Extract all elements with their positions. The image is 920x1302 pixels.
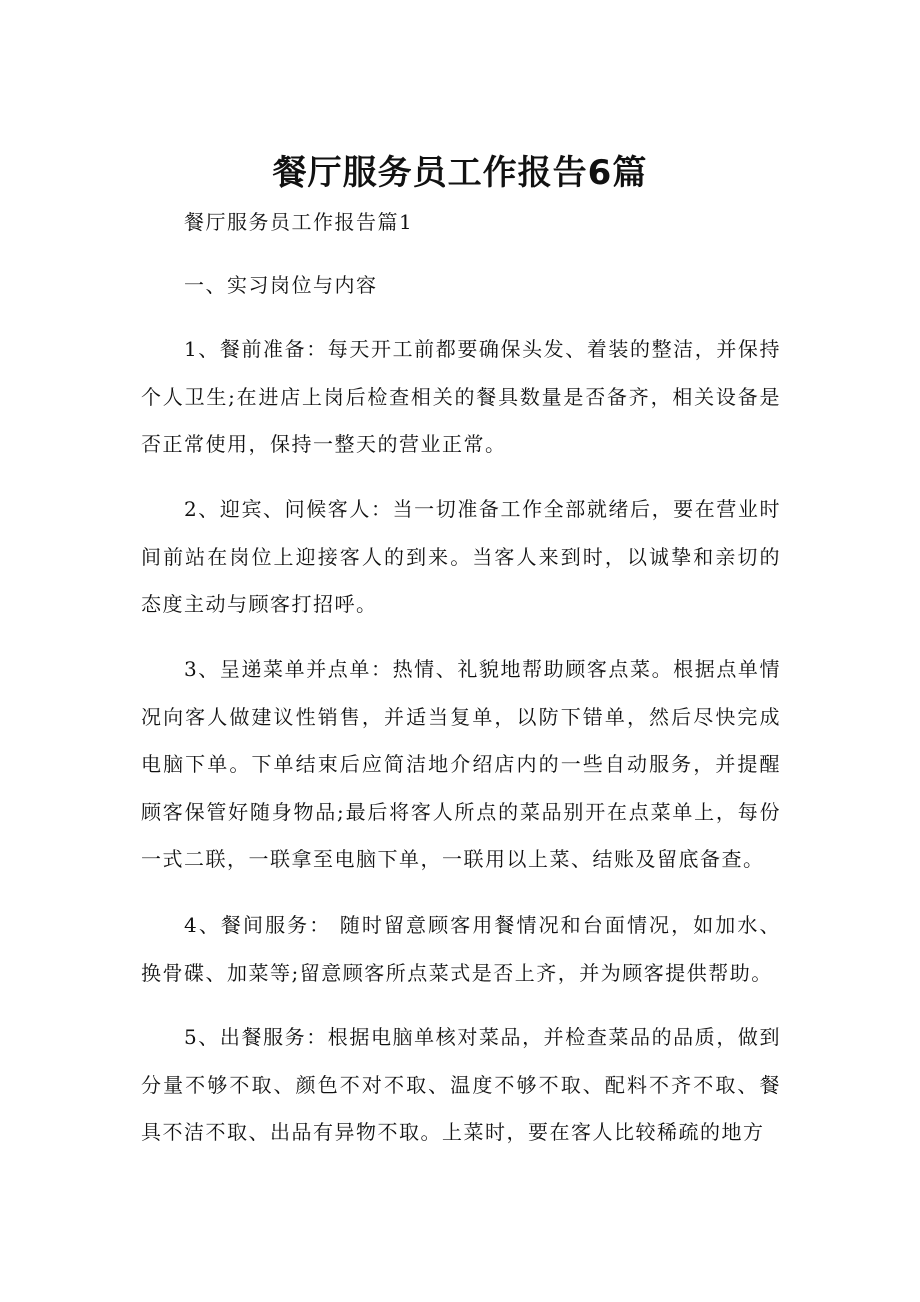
report-subtitle: 餐厅服务员工作报告篇1 xyxy=(184,210,414,234)
document-title: 餐厅服务员工作报告6篇 xyxy=(272,153,648,193)
paragraph-greeting-guests: 2、迎宾、问候客人：当一切准备工作全部就绪后，要在营业时间前站在岗位上迎接客人的到来。当客人来到时，以诚挚和亲切的态度主动与顾客打招呼。 xyxy=(141,497,781,616)
paragraph-dining-service: 4、餐间服务： 随时留意顾客用餐情况和台面情况，如加水、换骨碟、加菜等;留意顾客所点菜式是否上齐，并为顾客提供帮助。 xyxy=(141,913,781,985)
paragraph-meal-preparation: 1、餐前准备：每天开工前都要确保头发、着装的整洁，并保持个人卫生;在进店上岗后检查相关的餐具数量是否备齐，相关设备是否正常使用，保持一整天的营业正常。 xyxy=(141,337,781,456)
paragraph-menu-ordering: 3、呈递菜单并点单：热情、礼貌地帮助顾客点菜。根据点单情况向客人做建议性销售，并适当复单，以防下错单，然后尽快完成电脑下单。下单结束后应简洁地介绍店内的一些自动服务，并提醒顾客保管好随身物品;最后将客人所点的菜品别开在点菜单上，每份一式二联，一联拿至电脑下单，一联用以上菜、结账及留底备查。 xyxy=(141,657,781,871)
paragraph-serving-dishes: 5、出餐服务：根据电脑单核对菜品，并检查菜品的品质，做到分量不够不取、颜色不对不取、温度不够不取、配料不齐不取、餐具不洁不取、出品有异物不取。上菜时，要在客人比较稀疏的地方 xyxy=(141,1025,781,1144)
section-heading: 一、实习岗位与内容 xyxy=(184,273,378,297)
